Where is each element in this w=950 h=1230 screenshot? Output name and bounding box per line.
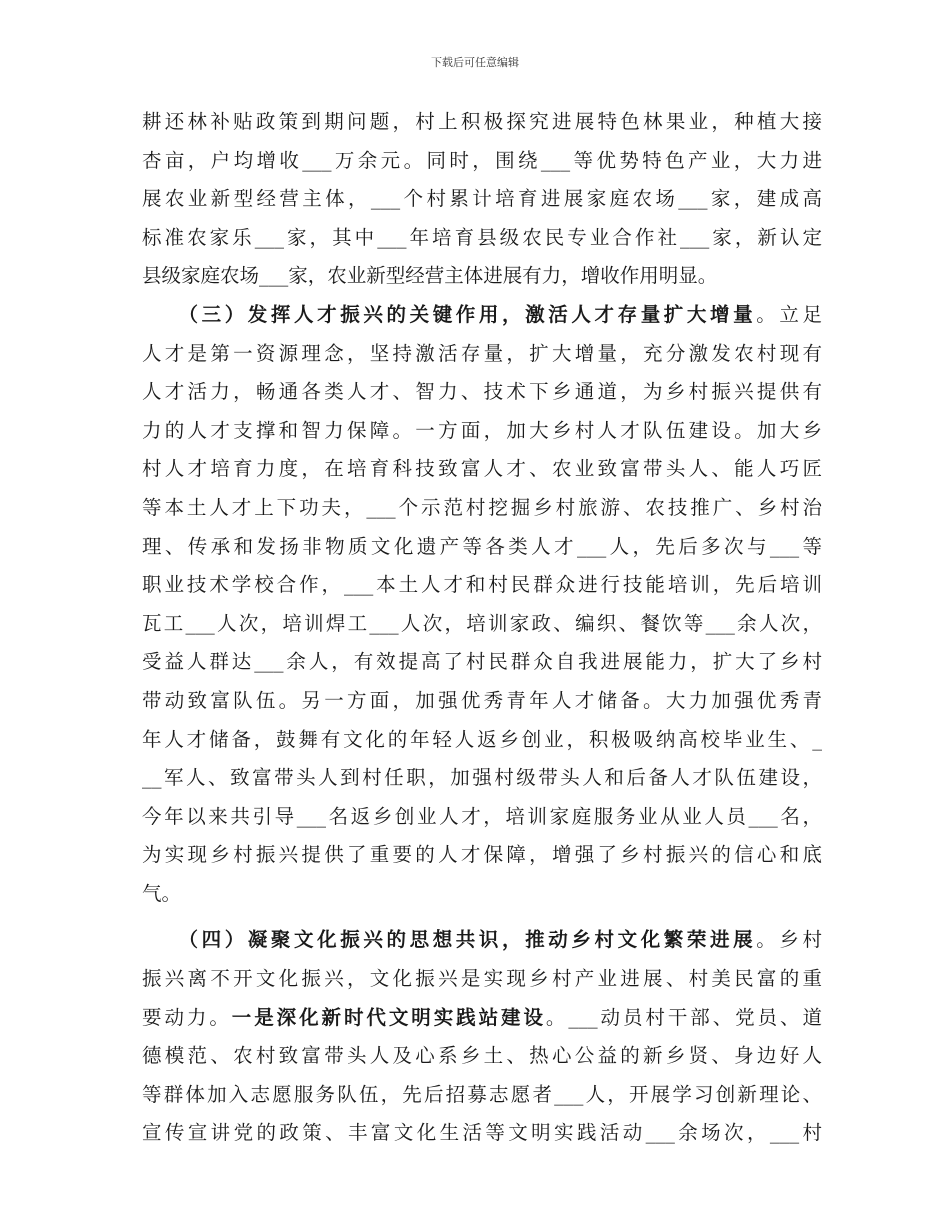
text-run: 。立足 xyxy=(756,302,822,326)
text-run: 村人才培育力度，在培育科技致富人才、农业致富带头人、能人巧匠 xyxy=(142,457,822,481)
text-run: 理、传承和发扬非物质文化遗产等各类人才___人，先后多次与___等 xyxy=(142,534,822,558)
bold-text-run: （四）凝聚文化振兴的思想共识，推动乡村文化繁荣进展 xyxy=(142,928,757,952)
text-line xyxy=(142,335,822,374)
text-run: 要动力。 xyxy=(142,1005,232,1029)
text-line xyxy=(142,960,822,999)
text-run: 。乡村 xyxy=(756,928,822,952)
bold-text-run: （三）发挥人才振兴的关键作用，激活人才存量扩大增量 xyxy=(142,302,757,326)
text-line xyxy=(142,180,822,219)
paragraph-gap xyxy=(142,913,822,921)
text-run: 振兴离不开文化振兴，文化振兴是实现乡村产业进展、村美民富的重 xyxy=(142,967,822,991)
text-run: 今年以来共引导___名返乡创业人才，培训家庭服务业从业人员___名， xyxy=(142,804,822,828)
text-run: 职业技术学校合作，___本土人才和村民群众进行技能培训，先后培训 xyxy=(142,573,822,597)
text-line xyxy=(142,373,822,412)
text-line xyxy=(142,219,822,258)
text-line xyxy=(142,921,822,960)
text-line xyxy=(142,836,822,875)
text-line xyxy=(142,528,822,567)
text-line xyxy=(142,566,822,605)
text-run: 县级家庭农场___家，农业新型经营主体进展有力，增收作用明显。 xyxy=(142,264,718,288)
text-line xyxy=(142,643,822,682)
text-line xyxy=(142,875,822,914)
text-run: 受益人群达___余人，有效提高了村民群众自我进展能力，扩大了乡村 xyxy=(142,650,822,674)
text-run: 标准农家乐___家，其中___年培育县级农民专业合作社___家，新认定 xyxy=(142,225,822,249)
bold-text-run: 一是深化新时代文明实践站建设 xyxy=(231,1005,546,1029)
text-run: 等本土人才上下功夫，___个示范村挖掘乡村旅游、农技推广、乡村治 xyxy=(142,495,822,519)
text-run: __军人、致富带头人到村任职，加强村级带头人和后备人才队伍建设， xyxy=(142,766,822,790)
text-run: 人才是第一资源理念，坚持激活存量，扩大增量，充分激发农村现有 xyxy=(142,341,822,365)
text-run: 展农业新型经营主体，___个村累计培育进展家庭农场___家，建成高 xyxy=(142,187,822,211)
text-run: 气。 xyxy=(142,881,182,905)
text-line xyxy=(142,296,822,335)
paragraph xyxy=(142,921,822,1153)
text-line xyxy=(142,450,822,489)
text-run: 宣传宣讲党的政策、丰富文化生活等文明实践活动___余场次，___村 xyxy=(142,1121,822,1145)
text-line xyxy=(142,412,822,451)
document-body xyxy=(142,103,822,1153)
page-header: 下载后可任意编辑 xyxy=(431,56,519,69)
text-line xyxy=(142,721,822,760)
text-run: 。___动员村干部、党员、道 xyxy=(545,1005,822,1029)
text-line xyxy=(142,605,822,644)
text-line xyxy=(142,798,822,837)
text-line xyxy=(142,1076,822,1115)
text-line xyxy=(142,1114,822,1153)
text-line xyxy=(142,142,822,181)
text-run: 人才活力，畅通各类人才、智力、技术下乡通道，为乡村振兴提供有 xyxy=(142,380,822,404)
text-run: 带动致富队伍。另一方面，加强优秀青年人才储备。大力加强优秀青 xyxy=(142,688,822,712)
text-line xyxy=(142,759,822,798)
text-line xyxy=(142,103,822,142)
text-run: 等群体加入志愿服务队伍，先后招募志愿者___人，开展学习创新理论、 xyxy=(142,1082,822,1106)
text-line xyxy=(142,999,822,1038)
text-run: 瓦工___人次，培训焊工___人次，培训家政、编织、餐饮等___余人次， xyxy=(142,611,822,635)
text-line xyxy=(142,682,822,721)
paragraph xyxy=(142,296,822,914)
text-line xyxy=(142,1037,822,1076)
text-run: 德模范、农村致富带头人及心系乡土、热心公益的新乡贤、身边好人 xyxy=(142,1044,822,1068)
text-line xyxy=(142,489,822,528)
paragraph xyxy=(142,103,822,296)
text-run: 力的人才支撑和智力保障。一方面，加大乡村人才队伍建设。加大乡 xyxy=(142,418,822,442)
text-run: 年人才储备，鼓舞有文化的年轻人返乡创业，积极吸纳高校毕业生、_ xyxy=(142,727,822,751)
text-run: 杏亩，户均增收___万余元。同时，围绕___等优势特色产业，大力进 xyxy=(142,148,822,172)
text-run: 耕还林补贴政策到期问题，村上积极探究进展特色林果业，种植大接 xyxy=(142,110,822,133)
text-run: 为实现乡村振兴提供了重要的人才保障，增强了乡村振兴的信心和底 xyxy=(142,843,822,867)
text-line xyxy=(142,257,822,296)
